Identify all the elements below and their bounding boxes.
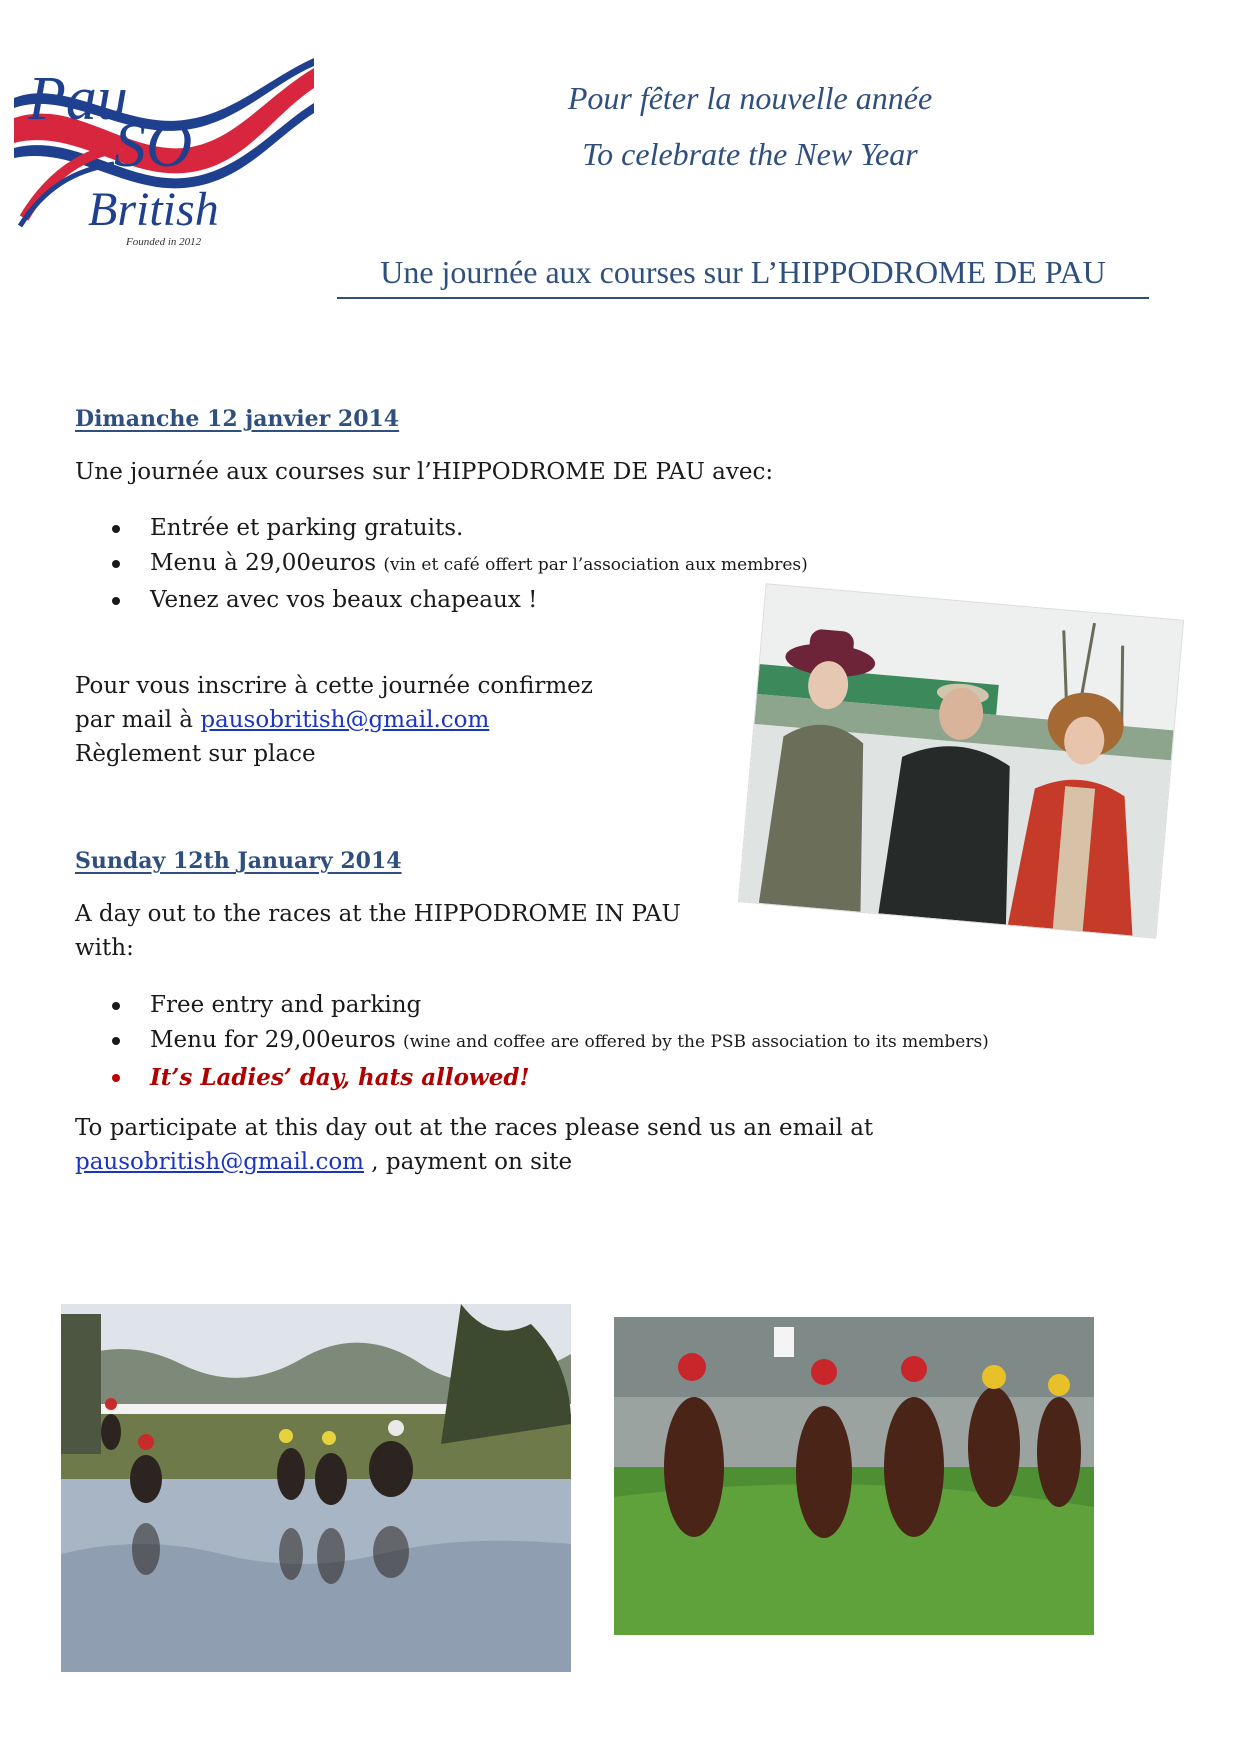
bullet-text: Free entry and parking — [150, 992, 422, 1018]
logo-text-so: SO — [114, 109, 193, 180]
french-signup-line2 — [75, 703, 735, 737]
bullet-text: Venez avec vos beaux chapeaux ! — [150, 587, 538, 613]
photo-people-at-racecourse — [739, 584, 1183, 937]
bullet-icon — [112, 1002, 120, 1010]
logo-text-british: British — [88, 183, 219, 236]
photo-horses-flat-race — [614, 1317, 1094, 1635]
water-jump-photo-image — [61, 1304, 571, 1672]
bullet-icon — [112, 525, 120, 533]
english-section-title: Sunday 12th January 2014 — [75, 848, 402, 874]
french-section-title: Dimanche 12 janvier 2014 — [75, 406, 400, 432]
logo-text-pau: Pau — [28, 65, 128, 133]
logo-founded-text: Founded in 2012 — [126, 236, 202, 248]
french-bullet-list — [75, 511, 808, 618]
list-item — [75, 988, 989, 1023]
bullet-icon — [112, 1074, 120, 1082]
french-signup-line1: Pour vous inscrire à cette journée confirmez — [75, 673, 593, 699]
people-photo-image — [739, 584, 1183, 937]
list-item — [75, 511, 808, 546]
french-email-link[interactable]: pausobritish@gmail.com — [200, 707, 490, 733]
english-bullet-list — [75, 988, 989, 1095]
list-item — [75, 546, 808, 583]
bullet-text: Menu for 29,00euros — [150, 1027, 403, 1053]
bullet-note: (wine and coffee are offered by the PSB association to its members) — [403, 1032, 989, 1052]
bullet-note: (vin et café offert par l’association aux membres) — [383, 555, 808, 575]
french-signup-line3: Règlement sur place — [75, 741, 316, 767]
flat-race-photo-image — [614, 1317, 1094, 1635]
english-email-link[interactable]: pausobritish@gmail.com — [75, 1149, 364, 1175]
english-signup-line2 — [75, 1145, 1175, 1179]
french-signup-prefix: par mail à — [75, 707, 201, 733]
bullet-icon — [112, 560, 120, 568]
bullet-icon — [112, 1037, 120, 1045]
list-item — [75, 1060, 989, 1095]
french-intro: Une journée aux courses sur l’HIPPODROME DE PAU avec: — [75, 459, 774, 485]
list-item — [75, 583, 808, 618]
main-heading: Une journée aux courses sur L’HIPPODROME DE PAU — [337, 254, 1149, 299]
pau-so-british-logo — [14, 58, 314, 268]
english-signup-suffix: , payment on site — [364, 1149, 573, 1175]
english-intro: A day out to the races at the HIPPODROME IN PAU with: — [75, 901, 681, 961]
photo-horses-water-jump — [61, 1304, 571, 1672]
bullet-text: Entrée et parking gratuits. — [150, 515, 464, 541]
english-signup-block — [75, 1111, 1175, 1179]
bullet-text: Menu à 29,00euros — [150, 550, 384, 576]
french-signup-block — [75, 669, 735, 771]
bullet-icon — [112, 597, 120, 605]
list-item — [75, 1023, 989, 1060]
tagline-english: To celebrate the New Year — [582, 136, 918, 172]
tagline-french: Pour fêter la nouvelle année — [567, 80, 933, 116]
bullet-text: It’s Ladies’ day, hats allowed! — [150, 1064, 530, 1091]
english-signup-line1: To participate at this day out at the races please send us an email at — [75, 1115, 874, 1141]
